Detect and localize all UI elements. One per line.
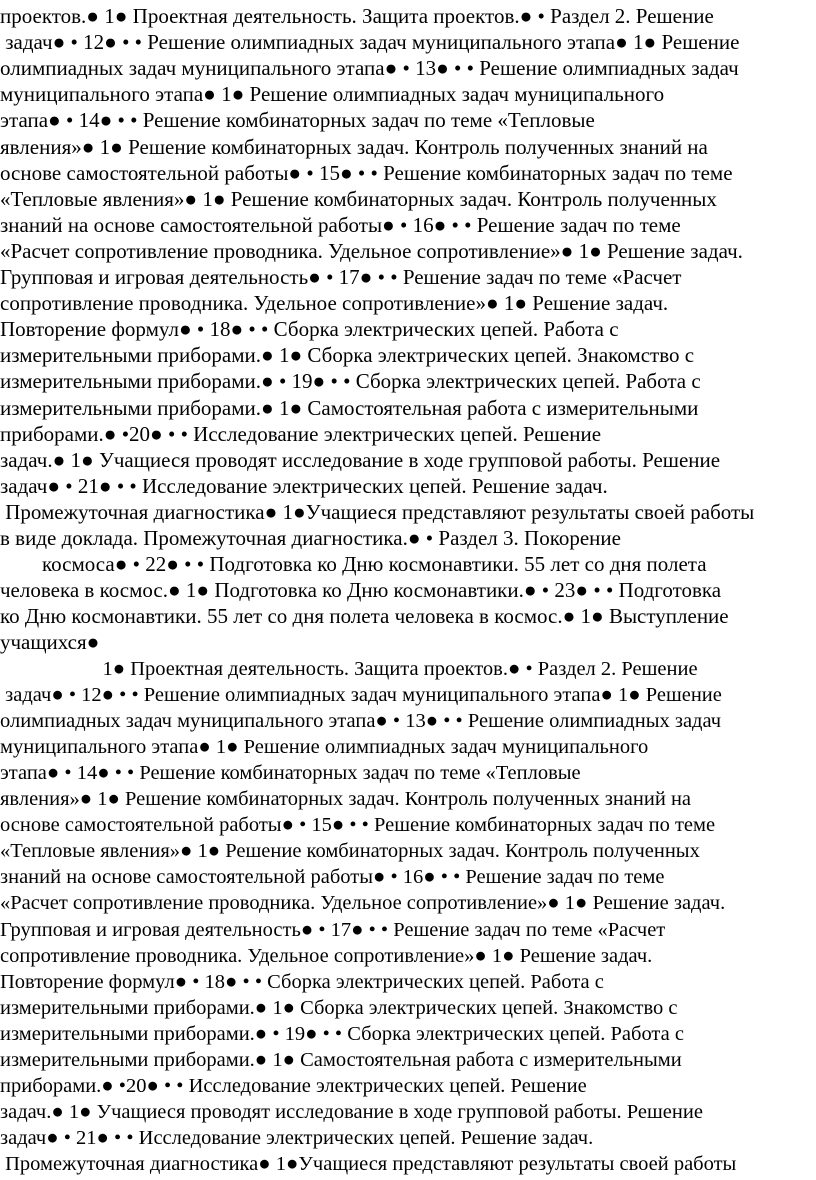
text-line: этапа● • 14● • • Решение комбинаторных задач по теме «Тепловые: [0, 761, 581, 784]
text-line: основе самостоятельной работы● • 15● • • Решение комбинаторных задач по теме: [0, 160, 733, 185]
text-line: муниципального этапа● 1● Решение олимпиадных задач муниципального: [0, 735, 649, 758]
text-line: измерительными приборами.● 1● Самостоятельная работа с измерительными: [0, 395, 699, 420]
text-line: приборами.● •20● • • Исследование электрических цепей. Решение: [0, 421, 602, 446]
text-line: Групповая и игровая деятельность● • 17● • • Решение задач по теме «Расчет: [0, 265, 682, 289]
text-line: измерительными приборами.● 1● Сборка электрических цепей. Знакомство с: [0, 996, 678, 1019]
text-line: знаний на основе самостоятельной работы● • 16● • • Решение задач по теме: [0, 866, 665, 889]
text-line: измерительными приборами.● 1● Сборка электрических цепей. Знакомство с: [0, 343, 695, 368]
text-line: «Тепловые явления»● 1● Решение комбинаторных задач. Контроль полученных: [0, 840, 700, 863]
text-line: «Расчет сопротивление проводника. Удельное сопротивление»● 1● Решение задач.: [0, 238, 743, 263]
text-line: задач● • 21● • • Исследование электрических цепей. Решение задач.: [0, 1127, 594, 1150]
text-line: проектов.● 1● Проектная деятельность. Защита проектов.● • Раздел 2. Решение: [0, 4, 714, 28]
text-line: явления»● 1● Решение комбинаторных задач. Контроль полученных знаний на: [0, 788, 692, 810]
text-line: олимпиадных задач муниципального этапа● • 13● • • Решение олимпиадных задач: [0, 56, 739, 81]
text-line: явления»● 1● Решение комбинаторных задач. Контроль полученных знаний на: [0, 134, 708, 159]
text-line: основе самостоятельной работы● • 15● • • Решение комбинаторных задач по теме: [0, 814, 716, 837]
text-line: Групповая и игровая деятельность● • 17● • • Решение задач по теме «Расчет: [0, 918, 666, 941]
text-line: Промежуточная диагностика● 1●Учащиеся представляют результаты своей работы: [0, 499, 755, 524]
text-line: ко Дню космонавтики. 55 лет со дня полета человека в космос.● 1● Выступление: [0, 604, 729, 629]
text-line: сопротивление проводника. Удельное сопротивление»● 1● Решение задач.: [0, 291, 669, 316]
text-line: измерительными приборами.● 1● Самостоятельная работа с измерительными: [0, 1049, 682, 1071]
text-line: 1● Проектная деятельность. Защита проектов.● • Раздел 2. Решение: [0, 657, 698, 680]
text-line: человека в космос.● 1● Подготовка ко Дню космонавтики.● • 23● • • Подготовка: [0, 578, 722, 603]
text-line: «Тепловые явления»● 1● Решение комбинаторных задач. Контроль полученных: [0, 186, 717, 211]
text-line: учащихся●: [0, 630, 100, 655]
text-line: задач● • 21● • • Исследование электрических цепей. Решение задач.: [0, 473, 608, 498]
text-line: измерительными приборами.● • 19● • • Сборка электрических цепей. Работа с: [0, 1022, 684, 1045]
text-line: Промежуточная диагностика● 1●Учащиеся представляют результаты своей работы: [0, 1153, 737, 1176]
text-line: Повторение формул● • 18● • • Сборка электрических цепей. Работа с: [0, 317, 619, 342]
text-line: муниципального этапа● 1● Решение олимпиадных задач муниципального: [0, 82, 665, 107]
text-line: олимпиадных задач муниципального этапа● • 13● • • Решение олимпиадных задач: [0, 709, 722, 732]
text-line: задач.● 1● Учащиеся проводят исследование в ходе групповой работы. Решение: [0, 1101, 703, 1124]
text-line: в виде доклада. Промежуточная диагностика.● • Раздел 3. Покорение: [0, 526, 621, 550]
text-line: задач● • 12● • • Решение олимпиадных задач муниципального этапа● 1● Решение: [0, 30, 740, 55]
text-line: задач.● 1● Учащиеся проводят исследование в ходе групповой работы. Решение: [0, 447, 721, 472]
text-line: знаний на основе самостоятельной работы● • 16● • • Решение задач по теме: [0, 212, 681, 237]
text-line: приборами.● •20● • • Исследование электрических цепей. Решение: [0, 1075, 587, 1098]
text-line: Повторение формул● • 18● • • Сборка электрических цепей. Работа с: [0, 970, 604, 993]
text-line: космоса● • 22● • • Подготовка ко Дню космонавтики. 55 лет со дня полета: [0, 552, 707, 577]
text-line: задач● • 12● • • Решение олимпиадных задач муниципального этапа● 1● Решение: [0, 683, 722, 706]
text-line: сопротивление проводника. Удельное сопротивление»● 1● Решение задач.: [0, 944, 653, 967]
text-line: этапа● • 14● • • Решение комбинаторных задач по теме «Тепловые: [0, 108, 595, 133]
text-line: измерительными приборами.● • 19● • • Сборка электрических цепей. Работа с: [0, 369, 701, 394]
text-line: «Расчет сопротивление проводника. Удельное сопротивление»● 1● Решение задач.: [0, 892, 726, 915]
